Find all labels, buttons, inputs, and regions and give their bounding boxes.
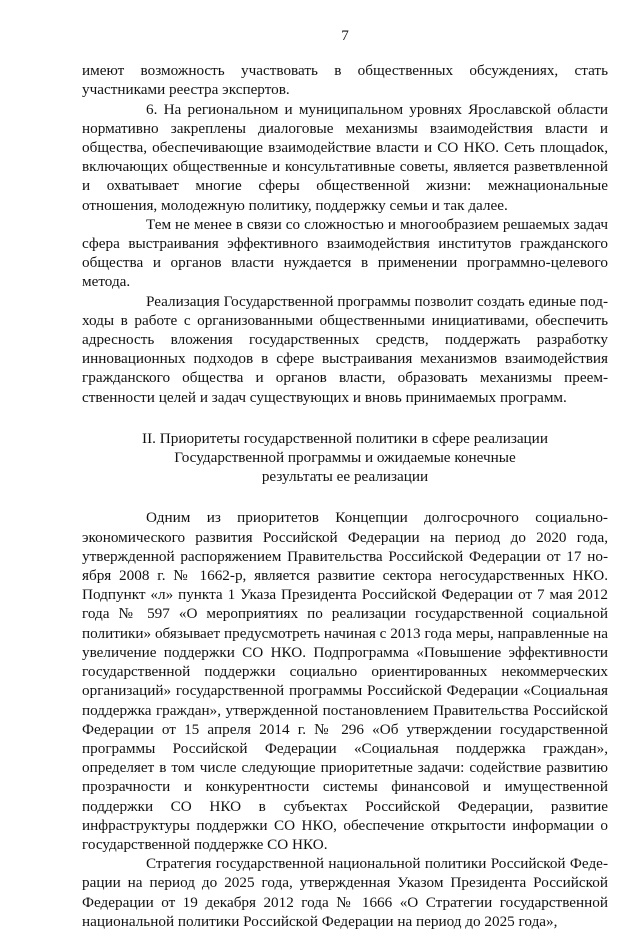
paragraph: Одним из приоритетов Концепции долгосрочного социально-экономического развития Российской Федерации на период до 2020 года, утвержденной распоряжением Правительства Российской Федерации от 17 ноября 2008 г. № 1662-р, является развитие сектора негосударственных НКО. Подпункт «л» пункта 1 Указа Президента Российской Федерации от 7 мая 2012 года № 597 «О мероприятиях по реализации государственной социальной политики» обязывает предусмотреть начиная с 2013 года меры, направленные на увеличение поддержки СО НКО. Подпрограмма «Повышение эффективности государственной поддержки социально ориентированных некоммерческих организаций» государственной программы Российской Федерации «Социальная поддержка граждан», утвержденной постановлением Правительства Российской Федерации от 15 апреля 2014 г. № 296 «Об утверждении государственной программы Российской Федерации «Социальная поддержка граждан», определяет в том числе следующие приоритетные задачи: содействие развитию прозрачности и конкурентности системы финансовой и имущественной поддержки СО НКО в субъектах Российской Федерации, развитие инфраструктуры поддержки СО НКО, обеспечение открытости информации о государственной поддержке СО НКО. [82,509,608,853]
page-number: 7 [341,27,349,44]
paragraph: 6. На региональном и муниципальном уровнях Ярославской области нормативно закреплены диалоговые механизмы взаимодействия власти и общества, обеспечивающие взаимодействие власти и СО НКО. Сеть площаdок, включающих общественные и консультативные советы, является разветвленной и охватывает многие сферы общественной жизни: межнациональные отношения, молодежную политику, поддержку семьи и так далее. [82,100,608,214]
section-heading-line: II. Приоритеты государственной политики в сфере реализации [142,429,548,447]
body-text-bottom [82,508,608,930]
paragraph: Реализация Государственной программы позволит создать единые подходы в работе с организованными общественными инициативами, обеспечить адресность вложения государственных средств, поддержать разработку инновационных подходов в сфере выстраивания механизмов взаимодействия гражданского общества и органов власти, образовать механизмы преемственности целей и задач существующих и вновь принимаемых программ. [82,292,608,406]
paragraph: имеют возможность участвовать в общественных обсуждениях, стать участниками реестра экспертов. [82,62,608,99]
paragraph: Стратегия государственной национальной политики Российской Федерации на период до 2025 года, утвержденная Указом Президента Российской Федерации от 19 декабря 2012 года № 1666 «О Стратегии государственной национальной политики Российской Федерации на период до 2025 года», [82,855,608,930]
section-heading-line: результаты ее реализации [261,468,429,486]
section-heading [82,429,608,487]
body-text-top [82,61,608,407]
paragraph: Тем не менее в связи со сложностью и многообразием решаемых задач сфера выстраивания эффективного взаимодействия институтов гражданского общества и органов власти нуждается в применении программно-целевого метода. [82,215,608,291]
section-heading-line: Государственной программы и ожидаемые конечные [174,449,516,467]
